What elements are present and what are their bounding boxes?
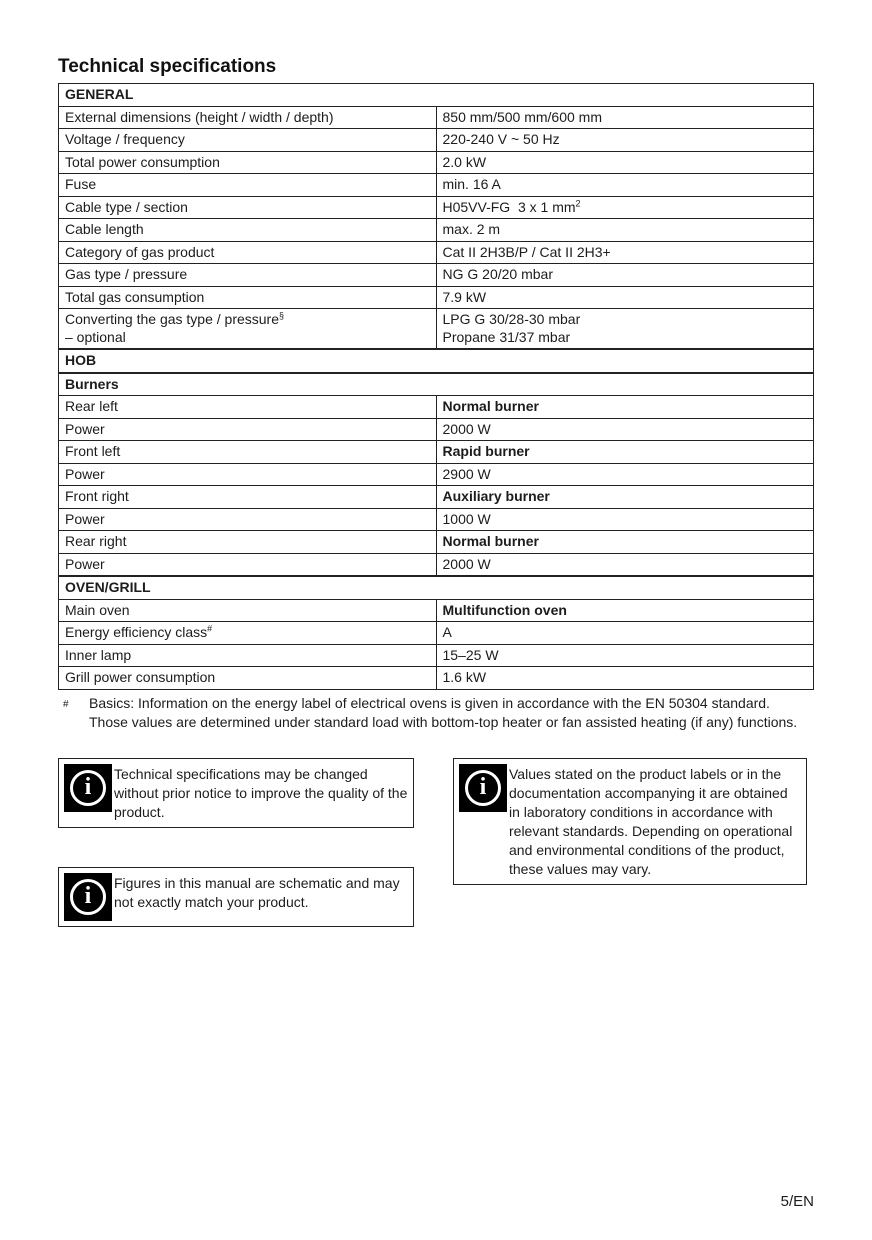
table-row (59, 286, 814, 309)
cell-line: Cable type / section (65, 198, 188, 215)
cell-line: Voltage / frequency (65, 131, 185, 147)
info-icon-letter: i (84, 773, 92, 800)
table-row (59, 667, 814, 690)
spec-value-cell (436, 241, 814, 264)
table-row (59, 219, 814, 242)
info-text: Technical specifications may be changed without prior notice to improve the quality of the product. (114, 765, 408, 820)
spec-label-cell (59, 508, 437, 531)
section-label (59, 349, 814, 373)
superscript-mark: § (279, 310, 285, 321)
info-icon-letter: i (84, 882, 92, 909)
spec-label-cell (59, 486, 437, 509)
spec-value-cell (436, 486, 814, 509)
spec-label-cell (59, 219, 437, 242)
cell-line: Auxiliary burner (442, 488, 550, 504)
table-row (59, 106, 814, 129)
spec-label-cell (59, 644, 437, 667)
info-icon-ring (70, 770, 106, 806)
cell-line: 7.9 kW (442, 288, 487, 305)
spec-value-cell (436, 441, 814, 464)
cell-line: Power (65, 510, 105, 527)
spec-label-cell (59, 441, 437, 464)
table-row (59, 241, 814, 264)
cell-line: Total gas consumption (65, 288, 205, 305)
cell-line: Converting the gas type / pressure§ (65, 310, 285, 327)
footnote-text: Basics: Information on the energy label of electrical ovens is given in accordance with the EN 50304 standard. Those values are determined under standard load with bottom-top heater or fan assisted heating (if any) functions. (89, 694, 798, 730)
table-row (59, 508, 814, 531)
spec-value-cell (436, 531, 814, 554)
spec-value-cell (436, 151, 814, 174)
table-section-row (59, 373, 814, 396)
info-box-column-right (453, 758, 807, 927)
cell-line: Power (65, 420, 105, 437)
cell-line: 2900 W (442, 465, 491, 482)
spec-label-cell (59, 418, 437, 441)
cell-line: NG G 20/20 mbar (442, 266, 553, 282)
cell-line: OVEN/GRILL (65, 579, 151, 595)
spec-label-cell (59, 174, 437, 197)
cell-line: min. 16 A (442, 176, 501, 192)
table-row (59, 644, 814, 667)
table-row (59, 418, 814, 441)
cell-line: 2.0 kW (442, 153, 487, 170)
cell-line: Rapid burner (442, 443, 530, 459)
info-box-columns (58, 758, 814, 927)
table-section-row (59, 84, 814, 107)
cell-line: 2000 W (442, 555, 491, 572)
section-label (59, 576, 814, 599)
spec-value-cell (436, 309, 814, 350)
footnote (58, 694, 814, 732)
cell-line: max. 2 m (442, 221, 501, 237)
spec-value-cell (436, 644, 814, 667)
table-row (59, 174, 814, 197)
spec-label-cell (59, 286, 437, 309)
cell-line: Propane 31/37 mbar (442, 328, 571, 345)
cell-line: Fuse (65, 176, 97, 192)
table-row (59, 622, 814, 645)
cell-line: Rear right (65, 533, 127, 549)
cell-line: Inner lamp (65, 646, 132, 663)
section-label (59, 84, 814, 107)
spec-label-cell (59, 309, 437, 350)
spec-value-cell (436, 553, 814, 576)
spec-label-cell (59, 151, 437, 174)
table-row (59, 486, 814, 509)
info-icon-ring (70, 879, 106, 915)
spec-label-cell (59, 599, 437, 622)
spec-value-cell (436, 286, 814, 309)
cell-line: HOB (65, 352, 97, 368)
page-number: 5/EN (780, 1193, 814, 1210)
superscript-mark: 2 (575, 197, 581, 208)
spec-value-cell (436, 174, 814, 197)
spec-label-cell (59, 463, 437, 486)
cell-line: 2000 W (442, 420, 491, 437)
table-row (59, 196, 814, 219)
cell-line: LPG G 30/28-30 mbar (442, 311, 581, 327)
table-row (59, 441, 814, 464)
cell-line: Power (65, 465, 105, 482)
info-icon-letter: i (479, 773, 487, 800)
cell-line: Grill power consumption (65, 669, 216, 685)
spec-value-cell (436, 106, 814, 129)
page-title: Technical specifications (58, 56, 277, 77)
info-box (58, 867, 414, 927)
info-icon (459, 764, 507, 812)
cell-line: Front left (65, 443, 121, 459)
info-icon (64, 764, 112, 812)
table-row (59, 309, 814, 350)
spec-label-cell (59, 531, 437, 554)
section-label (59, 373, 814, 396)
cell-line: 15–25 W (442, 646, 499, 663)
spec-value-cell (436, 508, 814, 531)
spec-value-cell (436, 599, 814, 622)
spec-value-cell (436, 129, 814, 152)
spec-label-cell (59, 106, 437, 129)
spec-table (58, 83, 814, 690)
spec-label-cell (59, 264, 437, 287)
table-row (59, 396, 814, 419)
cell-line: Multifunction oven (442, 601, 567, 618)
cell-line: 1000 W (442, 510, 491, 527)
cell-line: Power (65, 555, 105, 572)
table-row (59, 531, 814, 554)
cell-line: 220-240 V ~ 50 Hz (442, 131, 560, 147)
cell-line: H05VV-FG 3 x 1 $mm^2$ (442, 197, 581, 215)
spec-label-cell (59, 622, 437, 645)
spec-table-body (59, 84, 814, 690)
spec-value-cell (436, 396, 814, 419)
cell-line: Category of gas product (65, 243, 215, 260)
table-row (59, 463, 814, 486)
cell-line: Normal burner (442, 398, 539, 414)
table-row (59, 129, 814, 152)
cell-line: Main oven (65, 601, 130, 618)
spec-value-cell (436, 219, 814, 242)
cell-line: 1.6 kW (442, 669, 487, 685)
spec-value-cell (436, 622, 814, 645)
cell-line: Cable length (65, 221, 144, 237)
cell-line: Gas type / pressure (65, 266, 188, 282)
spec-label-cell (59, 129, 437, 152)
table-row (59, 151, 814, 174)
cell-line: A (442, 624, 452, 640)
table-row (59, 553, 814, 576)
footnote-marker: # (63, 698, 69, 710)
info-icon-ring (465, 770, 501, 806)
cell-line: Cat II 2H3B/P / Cat II 2H3+ (442, 243, 611, 260)
cell-line: External dimensions (height / width / depth) (65, 108, 334, 125)
cell-line: 850 mm/500 mm/600 mm (442, 108, 602, 125)
table-row (59, 599, 814, 622)
info-text: Values stated on the product labels or in the documentation accompanying it are obtained in laboratory conditions in accordance with relevant standards. Depending on operational and environmental conditions of the product, these values may vary. (509, 765, 793, 877)
cell-line: Burners (65, 375, 119, 392)
superscript-mark: # (207, 623, 213, 634)
cell-line: Rear left (65, 398, 118, 414)
spec-value-cell (436, 418, 814, 441)
cell-line: Total power consumption (65, 153, 220, 170)
spec-value-cell (436, 667, 814, 690)
info-text: Figures in this manual are schematic and may not exactly match your product. (114, 874, 400, 910)
cell-line: Front right (65, 488, 129, 504)
cell-line: Energy efficiency class# (65, 623, 213, 640)
spec-label-cell (59, 241, 437, 264)
spec-label-cell (59, 667, 437, 690)
cell-line: GENERAL (65, 86, 134, 102)
spec-label-cell (59, 553, 437, 576)
table-section-row (59, 576, 814, 599)
spec-value-cell (436, 463, 814, 486)
info-box-column-left (58, 758, 414, 927)
cell-line: Normal burner (442, 533, 539, 549)
cell-line: – optional (65, 328, 126, 345)
info-box (453, 758, 807, 885)
table-row (59, 264, 814, 287)
spec-label-cell (59, 196, 437, 219)
spec-value-cell (436, 196, 814, 219)
table-section-row (59, 349, 814, 373)
spec-label-cell (59, 396, 437, 419)
info-box (58, 758, 414, 828)
spec-value-cell (436, 264, 814, 287)
info-icon (64, 873, 112, 921)
